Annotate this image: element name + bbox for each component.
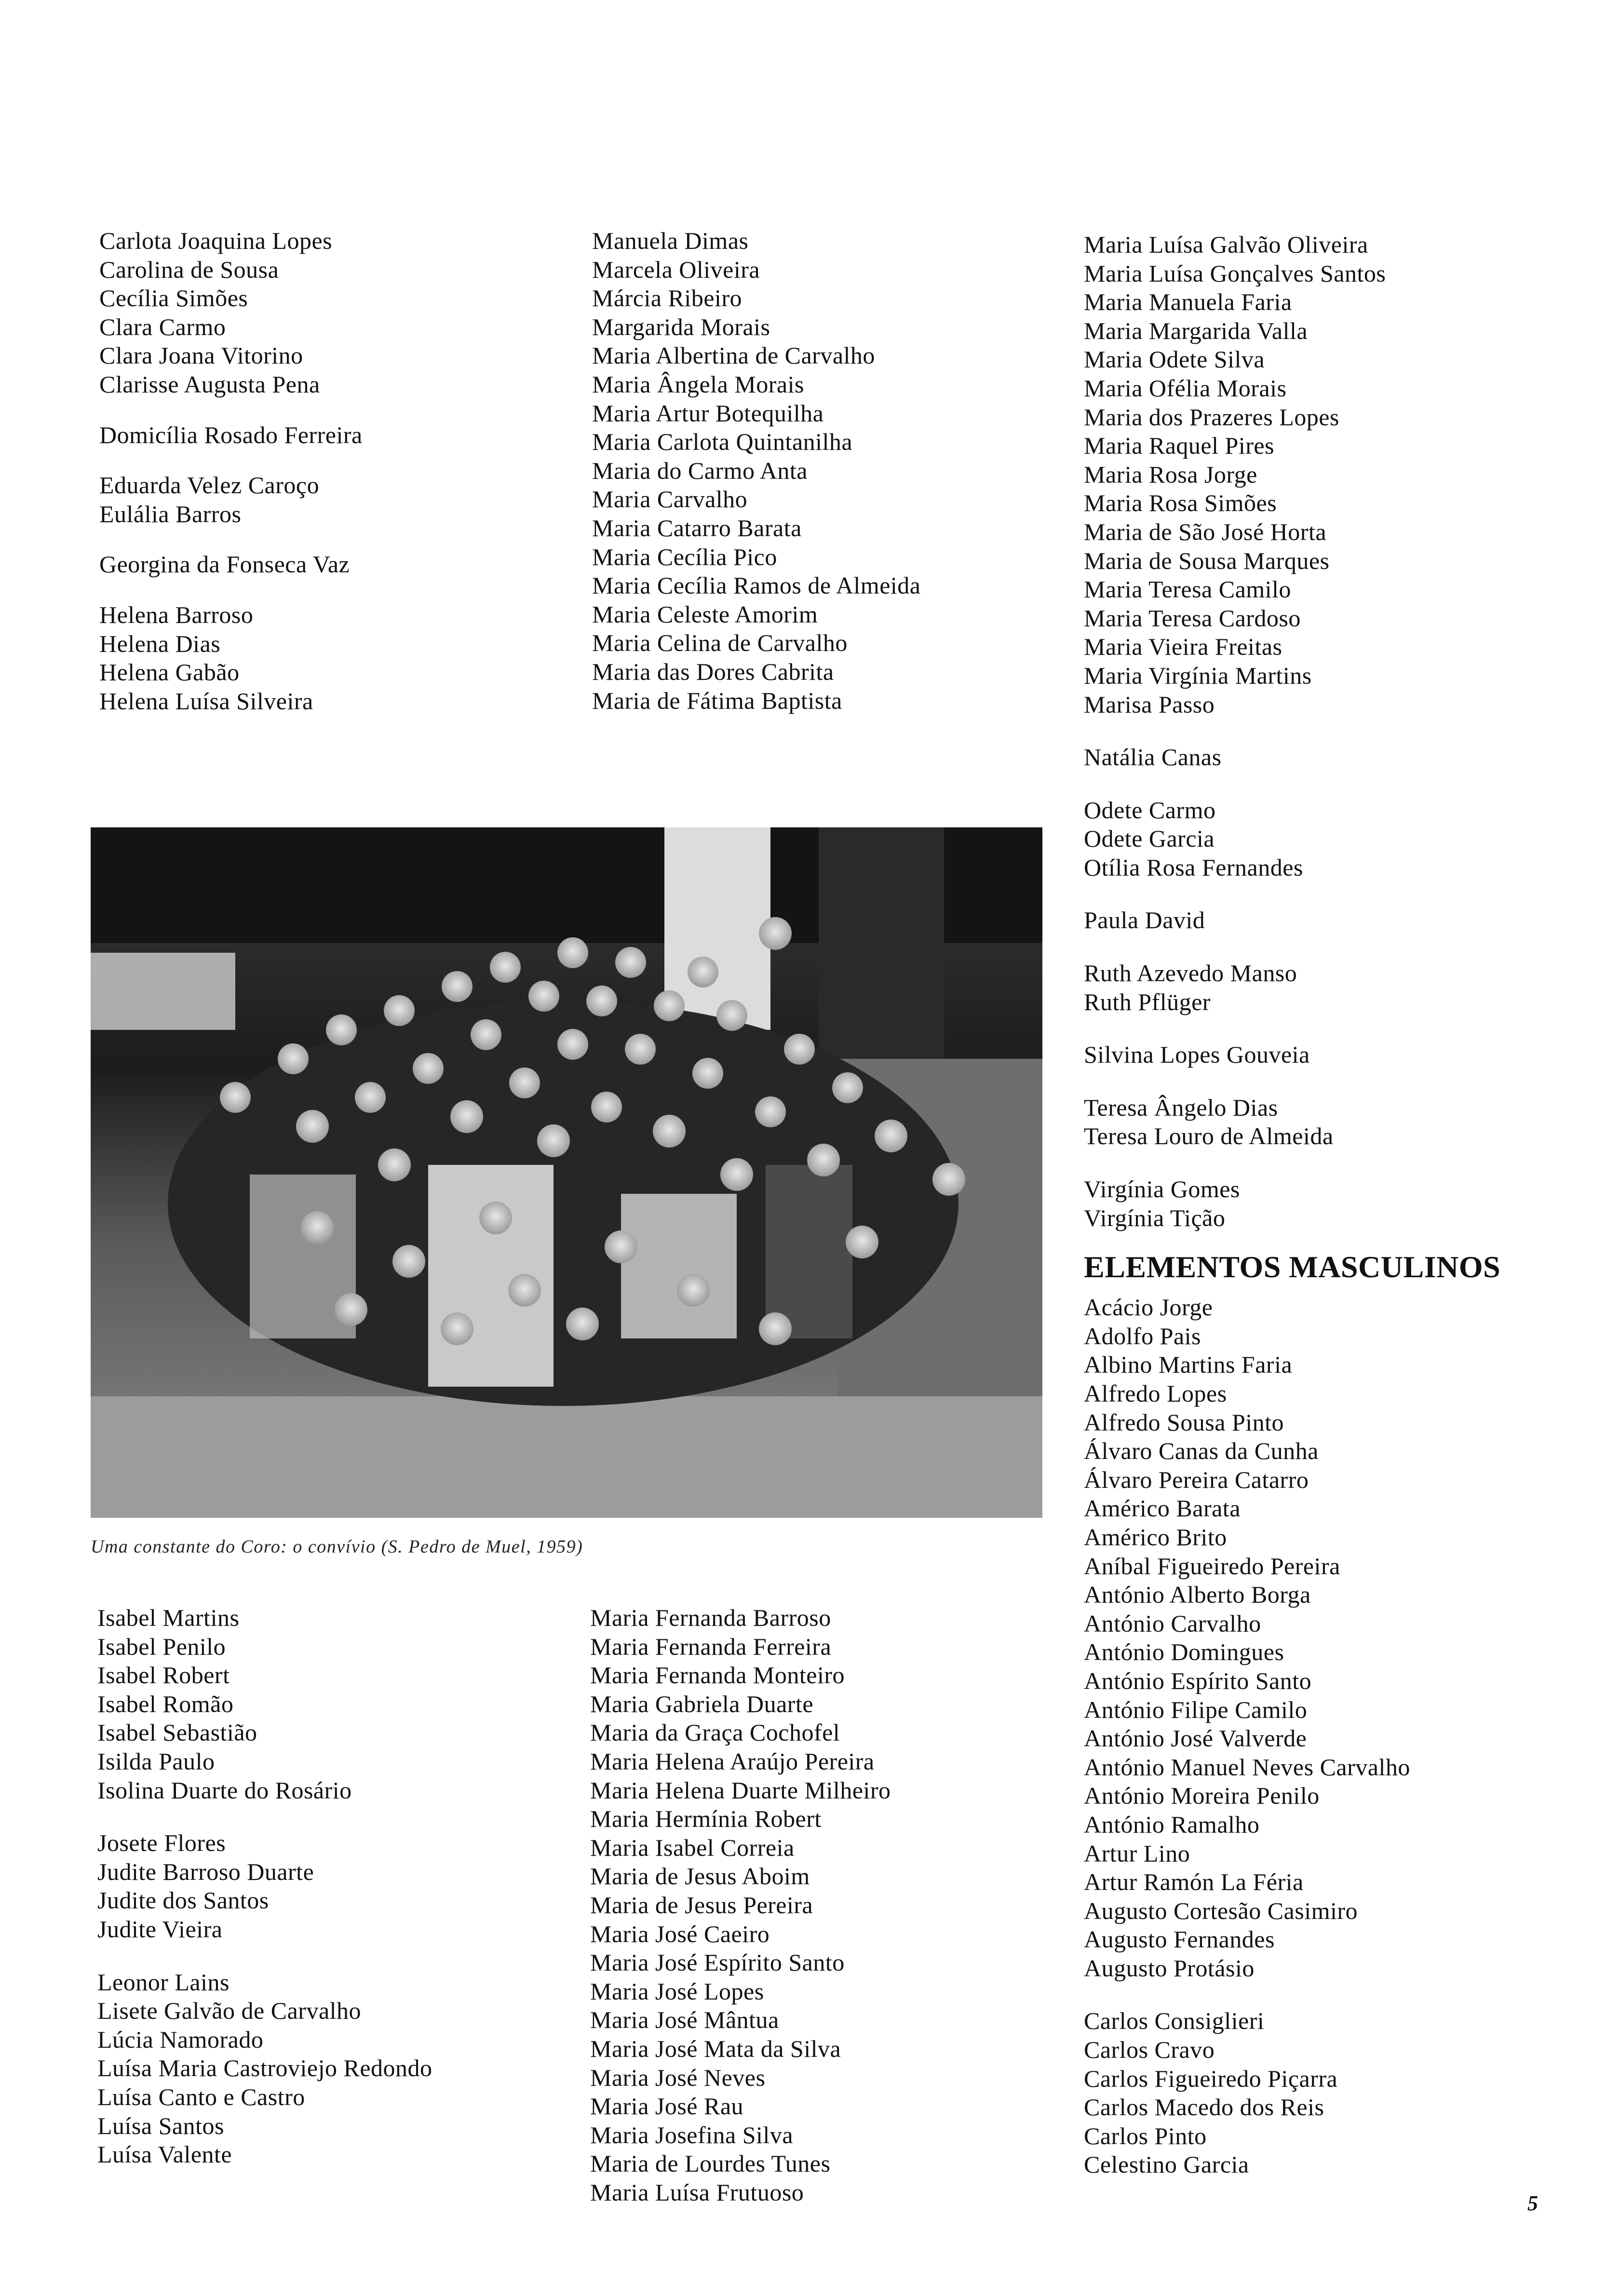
- member-name: Luísa Valente: [97, 2141, 232, 2168]
- name-group: [1084, 230, 1500, 719]
- member-name: Maria Teresa Camilo: [1084, 576, 1291, 603]
- member-name: Virgínia Gomes: [1084, 1175, 1240, 1203]
- member-name: Isabel Romão: [97, 1690, 234, 1717]
- member-name: Maria Teresa Cardoso: [1084, 604, 1301, 632]
- member-name: Américo Brito: [1084, 1523, 1227, 1551]
- member-name: Carlos Consiglieri: [1084, 2007, 1265, 2035]
- member-name: Alfredo Sousa Pinto: [1084, 1408, 1284, 1436]
- member-name: Maria Catarro Barata: [592, 514, 802, 541]
- member-name: António Filipe Camilo: [1084, 1696, 1308, 1723]
- member-name: Maria José Lopes: [590, 1977, 764, 2005]
- member-name: Maria Josefina Silva: [590, 2121, 794, 2148]
- member-name: Albino Martins Faria: [1084, 1351, 1293, 1378]
- name-group: [1084, 1175, 1500, 1232]
- member-name: Isabel Martins: [97, 1604, 240, 1631]
- member-name: Clarisse Augusta Pena: [99, 370, 320, 398]
- member-name: Judite Barroso Duarte: [97, 1858, 314, 1885]
- name-group: [99, 227, 363, 399]
- member-name: Celestino Garcia: [1084, 2151, 1249, 2178]
- member-name: Marisa Passo: [1084, 690, 1215, 718]
- member-name: Maria Fernanda Ferreira: [590, 1633, 832, 1660]
- member-name: Isabel Sebastião: [97, 1719, 257, 1746]
- member-name: Helena Dias: [99, 630, 221, 657]
- member-name: Natália Canas: [1084, 743, 1222, 771]
- member-name: Maria Raquel Pires: [1084, 432, 1275, 459]
- member-name: Maria Helena Araújo Pereira: [590, 1747, 875, 1775]
- name-group: [99, 601, 363, 716]
- member-name: Carlos Macedo dos Reis: [1084, 2093, 1324, 2121]
- member-name: Maria José Caeiro: [590, 1920, 770, 1947]
- member-name: Ruth Azevedo Manso: [1084, 959, 1297, 987]
- member-name: Helena Luísa Silveira: [99, 687, 313, 715]
- member-name: Isilda Paulo: [97, 1747, 215, 1775]
- member-name: Judite dos Santos: [97, 1887, 269, 1914]
- member-name: Virgínia Tição: [1084, 1204, 1226, 1231]
- member-name: Silvina Lopes Gouveia: [1084, 1041, 1310, 1068]
- member-name: Carlos Pinto: [1084, 2122, 1207, 2149]
- member-name: Clara Joana Vitorino: [99, 342, 303, 369]
- member-name: Acácio Jorge: [1084, 1294, 1213, 1321]
- member-name: Teresa Louro de Almeida: [1084, 1122, 1334, 1150]
- name-group: [592, 227, 920, 715]
- name-group: [99, 421, 363, 450]
- member-name: Maria de Lourdes Tunes: [590, 2150, 831, 2177]
- member-name: Américo Barata: [1084, 1495, 1241, 1522]
- member-name: Maria de Jesus Pereira: [590, 1891, 813, 1918]
- photo-caption: Uma constante do Coro: o convívio (S. Pedro de Muel, 1959): [91, 1537, 583, 1557]
- column-top-middle: [592, 227, 920, 715]
- member-name: Maria Luísa Galvão Oliveira: [1084, 231, 1368, 258]
- member-name: Augusto Fernandes: [1084, 1926, 1275, 1953]
- member-name: Maria dos Prazeres Lopes: [1084, 403, 1339, 431]
- member-name: Lisete Galvão de Carvalho: [97, 1997, 362, 2025]
- member-name: Leonor Lains: [97, 1968, 230, 1996]
- member-name: Álvaro Pereira Catarro: [1084, 1466, 1309, 1493]
- name-group: [1084, 2007, 1500, 2179]
- member-name: Maria Rosa Jorge: [1084, 460, 1257, 488]
- member-name: Paula David: [1084, 906, 1205, 934]
- member-name: Carlos Figueiredo Piçarra: [1084, 2065, 1338, 2092]
- group-spacer: [1084, 882, 1500, 906]
- member-name: Maria José Mântua: [590, 2006, 779, 2034]
- member-name: António Carvalho: [1084, 1609, 1261, 1637]
- member-name: Maria José Neves: [590, 2064, 766, 2091]
- member-name: Clara Carmo: [99, 313, 226, 340]
- member-name: Maria Ângela Morais: [592, 370, 804, 398]
- member-name: Maria José Espírito Santo: [590, 1949, 845, 1976]
- member-name: Georgina da Fonseca Vaz: [99, 551, 350, 578]
- member-name: Isabel Robert: [97, 1661, 230, 1689]
- male-names: [1084, 1293, 1500, 2179]
- member-name: Maria Helena Duarte Milheiro: [590, 1776, 891, 1804]
- member-name: Maria Isabel Correia: [590, 1834, 795, 1861]
- member-name: Eulália Barros: [99, 500, 242, 527]
- name-group: [97, 1604, 432, 1805]
- member-name: Maria Virgínia Martins: [1084, 662, 1312, 689]
- member-name: Maria Luísa Gonçalves Santos: [1084, 259, 1386, 287]
- section-heading-male: ELEMENTOS MASCULINOS: [1084, 1250, 1501, 1284]
- group-spacer: [1084, 1069, 1500, 1094]
- member-name: Maria Fernanda Monteiro: [590, 1661, 845, 1689]
- member-name: Maria Rosa Simões: [1084, 489, 1277, 517]
- member-name: Maria de São José Horta: [1084, 518, 1327, 545]
- member-name: Artur Ramón La Féria: [1084, 1868, 1304, 1896]
- member-name: Eduarda Velez Caroço: [99, 472, 320, 499]
- member-name: António José Valverde: [1084, 1725, 1307, 1752]
- name-group: [99, 550, 363, 579]
- member-name: Helena Barroso: [99, 601, 254, 628]
- member-name: Maria Vieira Freitas: [1084, 633, 1282, 661]
- member-name: Luísa Canto e Castro: [97, 2083, 305, 2110]
- name-group: [99, 471, 363, 528]
- name-group: [97, 1968, 432, 2169]
- member-name: Marcela Oliveira: [592, 256, 760, 283]
- name-group: [1084, 796, 1500, 882]
- member-name: Margarida Morais: [592, 313, 770, 340]
- member-name: Isolina Duarte do Rosário: [97, 1776, 352, 1804]
- member-name: Josete Flores: [97, 1829, 226, 1857]
- member-name: Luísa Maria Castroviejo Redondo: [97, 2054, 432, 2082]
- member-name: Maria Odete Silva: [1084, 346, 1265, 373]
- member-name: Maria das Dores Cabrita: [592, 658, 834, 685]
- member-name: Augusto Protásio: [1084, 1954, 1255, 1982]
- member-name: Maria Artur Botequilha: [592, 399, 824, 427]
- group-spacer: [99, 399, 363, 421]
- member-name: Maria José Mata da Silva: [590, 2035, 841, 2062]
- member-name: Teresa Ângelo Dias: [1084, 1094, 1278, 1121]
- member-name: Álvaro Canas da Cunha: [1084, 1437, 1319, 1465]
- group-photo-image: [91, 827, 1042, 1518]
- group-spacer: [1084, 772, 1500, 796]
- member-name: Maria Manuela Faria: [1084, 288, 1292, 316]
- member-name: Maria Cecília Ramos de Almeida: [592, 572, 921, 599]
- name-group: [1084, 959, 1500, 1016]
- member-name: Maria da Graça Cochofel: [590, 1719, 840, 1746]
- member-name: Márcia Ribeiro: [592, 284, 742, 312]
- member-name: Odete Garcia: [1084, 825, 1215, 852]
- member-name: Isabel Penilo: [97, 1633, 226, 1660]
- member-name: Maria Hermínia Robert: [590, 1805, 822, 1833]
- group-spacer: [97, 1805, 432, 1829]
- member-name: Augusto Cortesão Casimiro: [1084, 1897, 1358, 1924]
- member-name: António Ramalho: [1084, 1810, 1260, 1838]
- group-spacer: [1084, 1016, 1500, 1040]
- member-name: António Moreira Penilo: [1084, 1782, 1320, 1810]
- member-name: António Domingues: [1084, 1638, 1284, 1666]
- group-spacer: [97, 1944, 432, 1968]
- member-name: Aníbal Figueiredo Pereira: [1084, 1552, 1340, 1580]
- member-name: Maria Albertina de Carvalho: [592, 342, 875, 369]
- member-name: Carlota Joaquina Lopes: [99, 227, 333, 254]
- member-name: Luísa Santos: [97, 2112, 224, 2139]
- group-spacer: [1084, 935, 1500, 959]
- member-name: Otília Rosa Fernandes: [1084, 853, 1303, 881]
- name-group: [1084, 743, 1500, 772]
- member-name: Maria de Sousa Marques: [1084, 547, 1330, 574]
- member-name: Maria Cecília Pico: [592, 543, 777, 570]
- column-top-left: [99, 227, 363, 716]
- column-bottom-left: [97, 1604, 432, 2169]
- name-group: [1084, 1040, 1500, 1069]
- member-name: Maria Ofélia Morais: [1084, 374, 1287, 402]
- member-name: Artur Lino: [1084, 1839, 1190, 1867]
- column-right: [1084, 230, 1500, 2179]
- name-group: [1084, 906, 1500, 935]
- member-name: Carolina de Sousa: [99, 256, 279, 283]
- member-name: Maria Gabriela Duarte: [590, 1690, 814, 1717]
- member-name: Maria Luísa Frutuoso: [590, 2178, 804, 2206]
- group-spacer: [99, 449, 363, 471]
- member-name: Domicília Rosado Ferreira: [99, 421, 363, 448]
- group-spacer: [99, 528, 363, 550]
- name-group: [590, 1604, 891, 2207]
- member-name: Lúcia Namorado: [97, 2026, 264, 2053]
- member-name: Carlos Cravo: [1084, 2036, 1215, 2064]
- member-name: Maria Carvalho: [592, 486, 748, 513]
- member-name: Alfredo Lopes: [1084, 1380, 1227, 1407]
- group-spacer: [1084, 719, 1500, 743]
- group-spacer: [99, 579, 363, 601]
- member-name: Maria de Fátima Baptista: [592, 687, 842, 714]
- member-name: Ruth Pflüger: [1084, 988, 1211, 1015]
- member-name: Maria do Carmo Anta: [592, 457, 808, 484]
- group-spacer: [1084, 1983, 1500, 2007]
- member-name: Maria Margarida Valla: [1084, 317, 1308, 344]
- member-name: Manuela Dimas: [592, 227, 749, 254]
- member-name: Maria Celeste Amorim: [592, 600, 818, 628]
- member-name: Maria Fernanda Barroso: [590, 1604, 831, 1631]
- name-group: [97, 1829, 432, 1944]
- member-name: Odete Carmo: [1084, 796, 1216, 824]
- page-number: 5: [1527, 2191, 1538, 2215]
- member-name: Maria de Jesus Aboim: [590, 1863, 810, 1890]
- name-group: [1084, 1094, 1500, 1151]
- group-spacer: [1084, 1151, 1500, 1175]
- member-name: Adolfo Pais: [1084, 1322, 1201, 1350]
- member-name: António Espírito Santo: [1084, 1667, 1312, 1694]
- name-group: [1084, 1293, 1500, 1983]
- member-name: Maria José Rau: [590, 2093, 744, 2120]
- member-name: Cecília Simões: [99, 284, 248, 312]
- member-name: Judite Vieira: [97, 1915, 223, 1943]
- member-name: António Alberto Borga: [1084, 1581, 1311, 1608]
- member-name: Maria Carlota Quintanilha: [592, 428, 853, 456]
- group-photo: [91, 827, 1042, 1518]
- member-name: Helena Gabão: [99, 659, 240, 686]
- female-names-continued: [1084, 230, 1500, 1232]
- member-name: Maria Celina de Carvalho: [592, 629, 848, 657]
- column-bottom-middle: [590, 1604, 891, 2207]
- member-name: António Manuel Neves Carvalho: [1084, 1753, 1410, 1781]
